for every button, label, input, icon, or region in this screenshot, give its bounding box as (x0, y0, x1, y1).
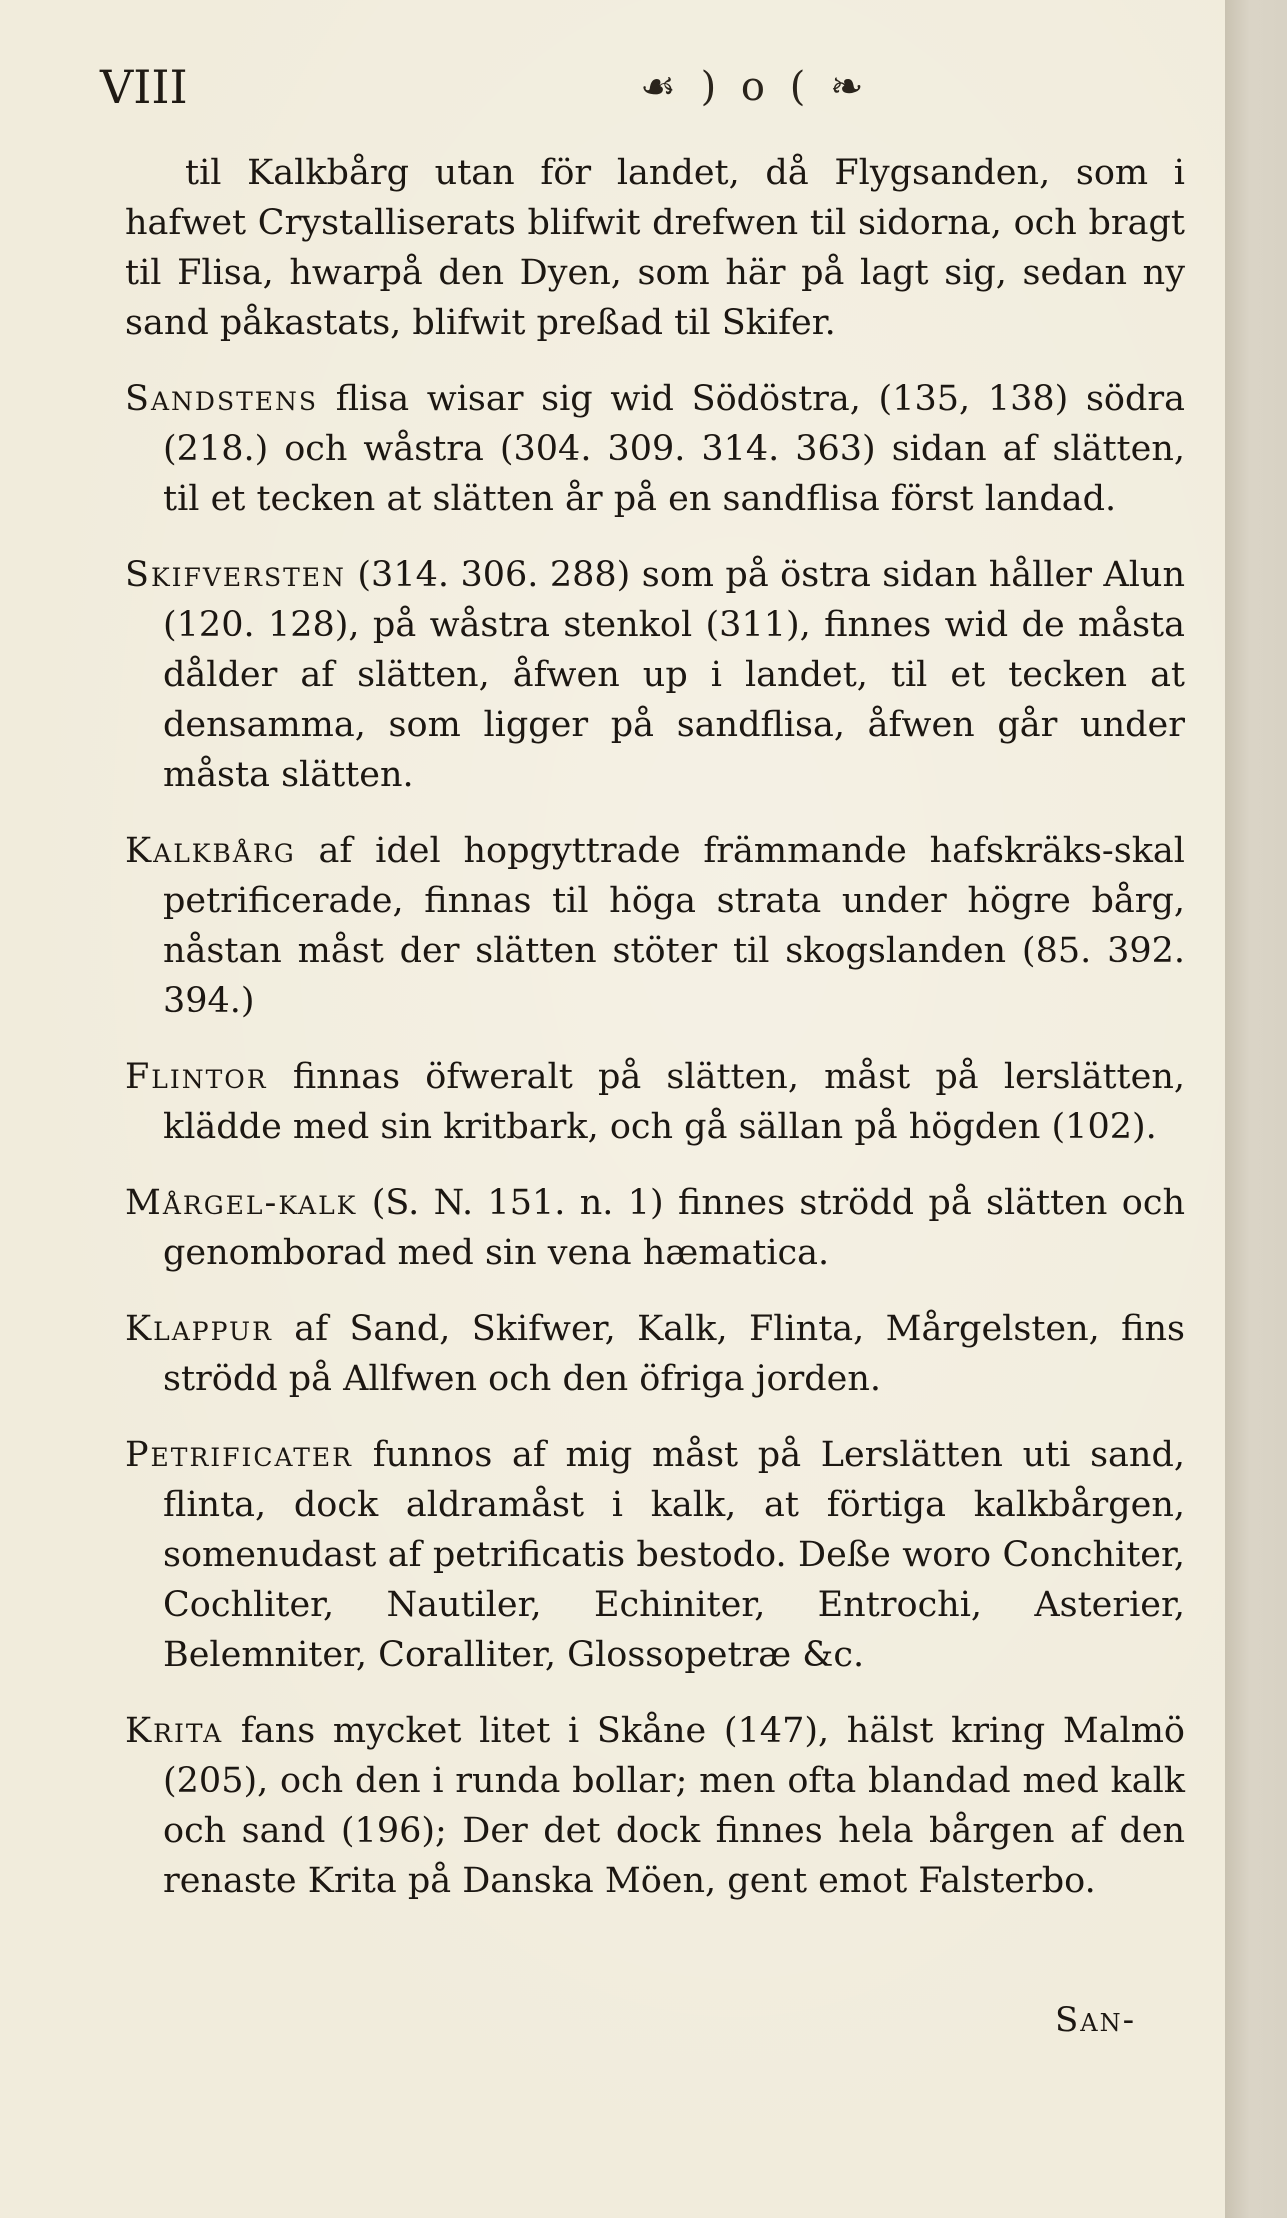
entry-text: fans mycket litet i Skåne (147), hälst kring Malmö (205), och den i runda bollar; men ofta blandad med kalk och sand (196); Der det dock finnes hela bårgen af den renaste Krita på Danska Möen, gent emot Falsterbo. (163, 1711, 1185, 1901)
entry-term: Skifversten (125, 555, 346, 595)
paragraph-continuation (125, 148, 1185, 348)
entry-text: (314. 306. 288) som på östra sidan håller Alun (120. 128), på wåstra stenkol (311), finnes wid de måsta dålder af slätten, åfwen up i landet, til et tecken at densamma, som ligger på sandflisa, åfwen går under måsta slätten. (163, 555, 1185, 795)
entry-text: af idel hopgyttrade främmande hafskräks-skal petrificerade, finnas til höga strata under högre bårg, nåstan måst der slätten stöter til skogslanden (85. 392. 394.) (163, 831, 1185, 1021)
entry-text: funnos af mig måst på Lerslätten uti sand, flinta, dock aldramåst i kalk, at förtiga kalkbårgen, somenudast af petrificatis bestodo. Deße woro Conchiter, Cochliter, Nautiler, Echiniter, Entrochi, Asterier, Belemniter, Coralliter, Glossopetræ &c. (163, 1435, 1185, 1675)
header-ornament: ☙ ) o ( ❧ (640, 64, 870, 110)
catchword: San- (1055, 2000, 1137, 2040)
entry-krita (125, 1706, 1185, 1906)
entry-klappur (125, 1304, 1185, 1404)
entry-term: Petrificater (125, 1435, 353, 1475)
entry-term: Flintor (125, 1057, 268, 1097)
entry-term: Krita (125, 1711, 224, 1751)
paragraph-text: til Kalkbårg utan för landet, då Flygsanden, som i hafwet Crystalliserats blifwit drefwen til sidorna, och bragt til Flisa, hwarpå den Dyen, som här på lagt sig, sedan ny sand påkastats, blifwit preßad til Skifer. (125, 153, 1185, 343)
entry-term: Mårgel-kalk (125, 1183, 358, 1223)
entry-text: flisa wisar sig wid Södöstra, (135, 138) södra (218.) och wåstra (304. 309. 314. 363) sidan af slätten, til et tecken at slätten år på en sandflisa först landad. (163, 379, 1185, 519)
entry-text: (S. N. 151. n. 1) finnes strödd på slätten och genomborad med sin vena hæmatica. (163, 1183, 1185, 1273)
entry-term: Kalkbårg (125, 831, 296, 871)
entry-term: Sandstens (125, 379, 319, 419)
body-text (125, 148, 1185, 1932)
entry-text: finnas öfweralt på slätten, måst på lerslätten, klädde med sin kritbark, och gå sällan på högden (102). (163, 1057, 1185, 1147)
entry-sandstens (125, 374, 1185, 524)
entry-term: Klappur (125, 1309, 273, 1349)
entry-text: af Sand, Skifwer, Kalk, Flinta, Mårgelsten, fins strödd på Allfwen och den öfriga jorden. (163, 1309, 1185, 1399)
page-edge (1225, 0, 1287, 2218)
entry-petrificater (125, 1430, 1185, 1680)
entry-kalkbarg (125, 826, 1185, 1026)
page-number: VIII (100, 60, 188, 114)
page-header (100, 60, 1180, 120)
entry-margel-kalk (125, 1178, 1185, 1278)
entry-skifversten (125, 550, 1185, 800)
entry-flintor (125, 1052, 1185, 1152)
